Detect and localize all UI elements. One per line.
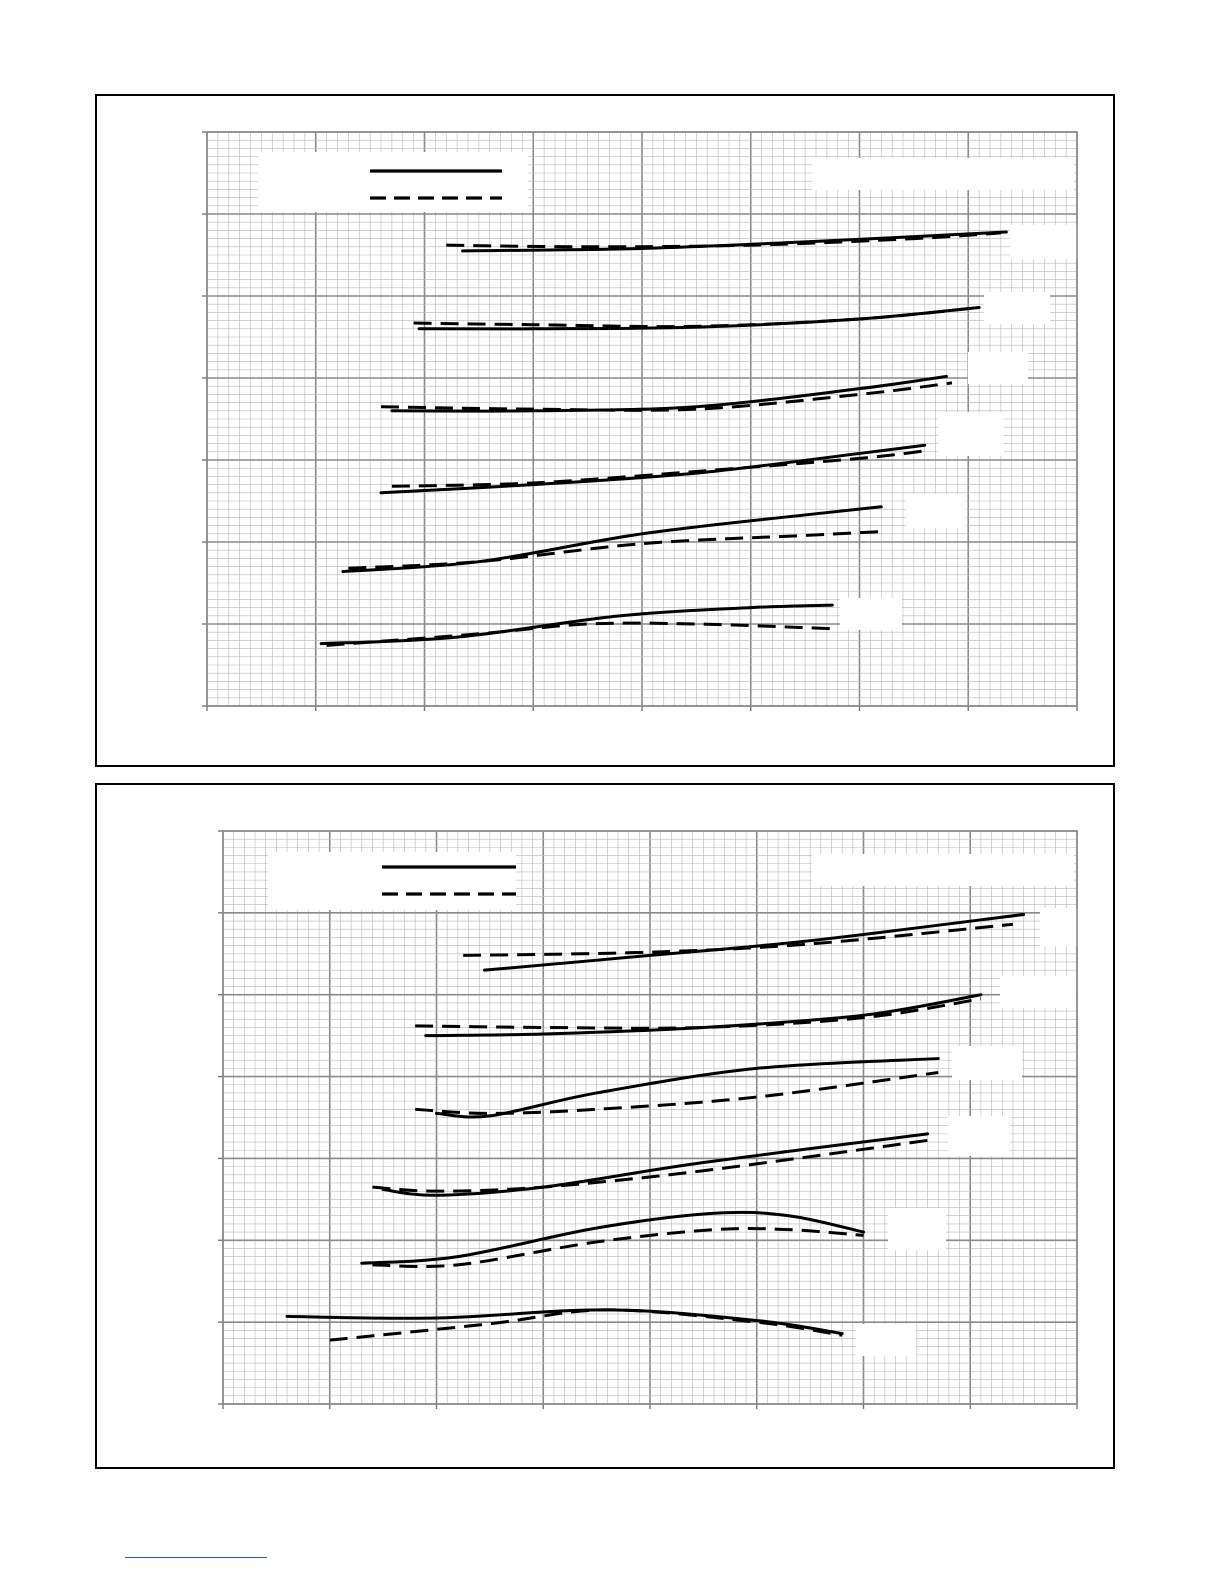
label-box <box>856 1324 916 1356</box>
legend-box <box>268 852 516 910</box>
series-line-5 <box>392 376 947 411</box>
label-box <box>812 158 1074 190</box>
legend-box <box>258 152 528 212</box>
chart-legend <box>258 152 528 212</box>
label-box <box>948 1116 1010 1156</box>
chart-2 <box>218 831 1080 1409</box>
label-box <box>1010 225 1080 259</box>
chart-1 <box>202 132 1080 711</box>
label-box <box>968 352 1028 384</box>
series-line-4 <box>415 999 981 1028</box>
footer-rule <box>125 1557 267 1558</box>
label-box <box>906 494 966 528</box>
label-box <box>840 598 902 630</box>
label-box <box>888 1208 946 1250</box>
series-line-7 <box>383 1134 927 1195</box>
series-line-9 <box>343 507 881 572</box>
label-box <box>938 412 1004 456</box>
label-box <box>1000 976 1076 1008</box>
label-box <box>812 854 1074 886</box>
label-box <box>952 1046 1022 1080</box>
label-box <box>984 292 1050 324</box>
chart-legend <box>268 852 516 910</box>
series-line-2 <box>446 233 1001 247</box>
label-box <box>1040 908 1080 946</box>
